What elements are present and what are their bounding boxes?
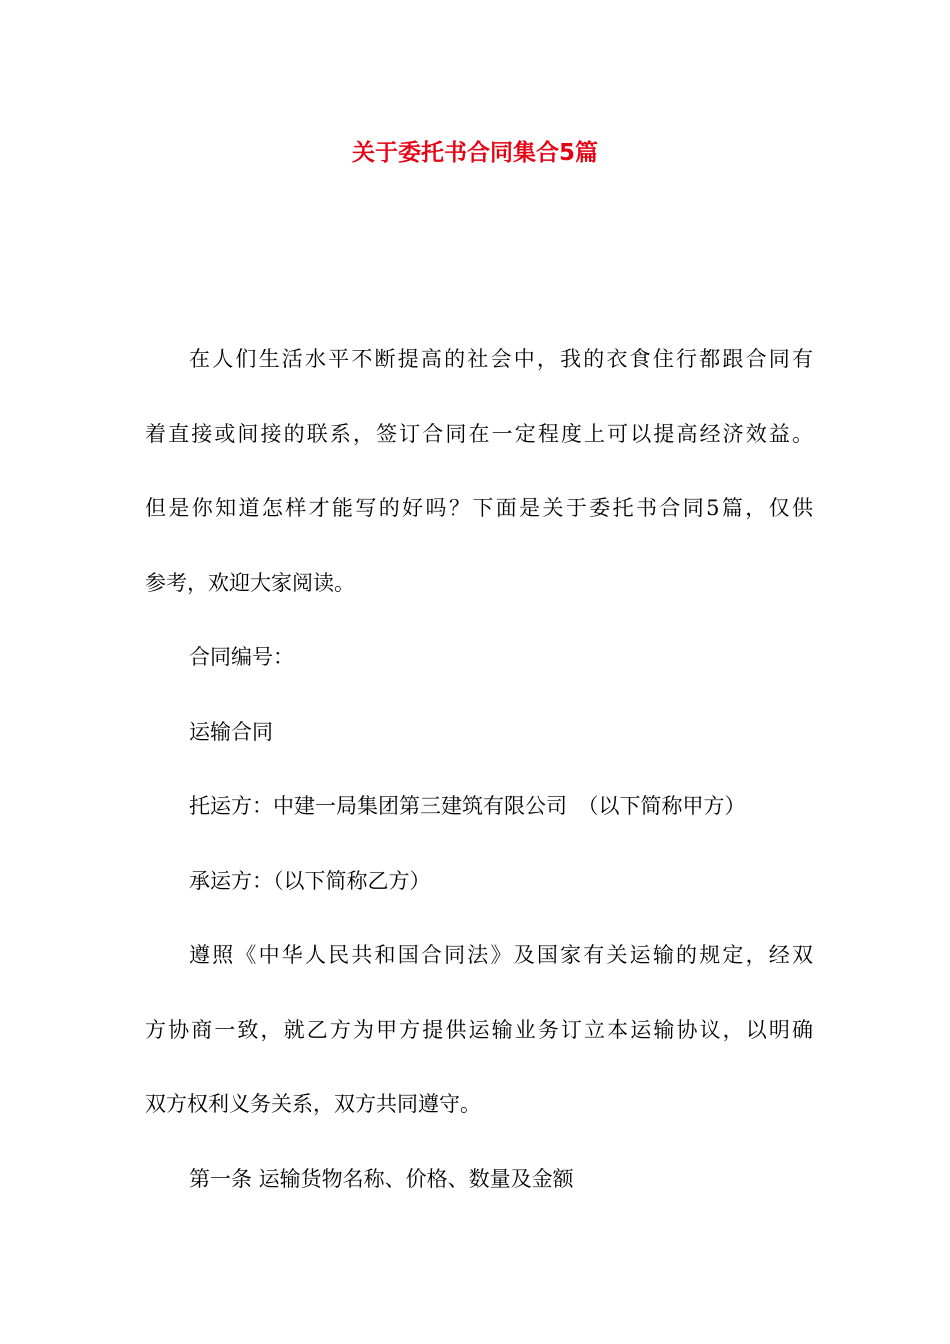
text-line: 在人们生活水平不断提高的社会中，我的衣食住行都跟合同有	[189, 347, 813, 371]
agreement-paragraph	[145, 918, 813, 1142]
carrier-line	[145, 844, 813, 919]
text-line: 托运方：中建一局集团第三建筑有限公司 （以下简称甲方）	[189, 794, 746, 818]
article-one-heading	[145, 1142, 813, 1217]
text-line: 遵照《中华人民共和国合同法》及国家有关运输的规定，经双	[189, 943, 813, 967]
text-line: 第一条 运输货物名称、价格、数量及金额	[189, 1166, 574, 1191]
document-body	[145, 322, 813, 1216]
contract-number-label	[145, 620, 813, 695]
text-line: 方协商一致，就乙方为甲方提供运输业务订立本运输协议，以明确	[145, 1017, 813, 1042]
document-title: 关于委托书合同集合5篇	[351, 140, 598, 166]
intro-paragraph	[145, 322, 813, 620]
text-line: 承运方：（以下简称乙方）	[189, 868, 431, 893]
shipper-line	[145, 769, 813, 844]
text-line: 但是你知道怎样才能写的好吗？下面是关于委托书合同5篇，仅供	[145, 496, 813, 520]
text-line: 双方权利义务关系，双方共同遵守。	[145, 1092, 481, 1116]
contract-type-heading	[145, 695, 813, 770]
text-line: 运输合同	[189, 719, 273, 744]
text-line: 合同编号：	[189, 645, 294, 669]
text-line: 参考，欢迎大家阅读。	[145, 570, 355, 595]
text-line: 着直接或间接的联系，签订合同在一定程度上可以提高经济效益。	[145, 421, 813, 446]
